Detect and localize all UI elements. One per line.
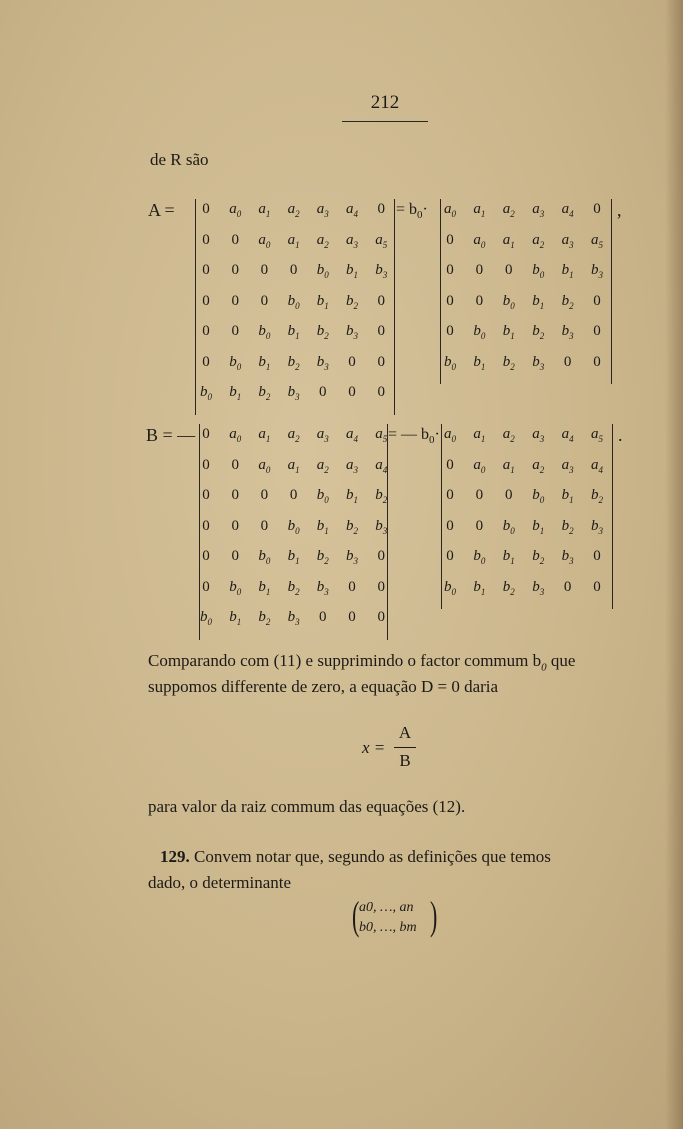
eqA-trailing: , xyxy=(617,200,622,220)
eqA-left-cell: $b_1$ xyxy=(346,262,358,280)
eqB-left-cell: $a_0$ xyxy=(258,456,271,475)
eqB-left-cell: $b_2$ xyxy=(346,517,358,536)
eqB-right-cell: $a_4$ xyxy=(591,456,603,475)
eqB-left-cell: 0 xyxy=(231,548,239,564)
eqA-left-cell: $b_2$ xyxy=(316,323,329,341)
eqA-left-cell: 0 xyxy=(202,323,210,339)
eqB-right-cell: $a_2$ xyxy=(532,456,545,475)
eqA-right-cell: $b_2$ xyxy=(532,323,545,341)
eqA-left-cell: $b_0$ xyxy=(287,292,300,311)
eqA-factor-text: = b xyxy=(396,201,418,218)
eqB-right-right-bar xyxy=(612,424,613,609)
eqA-right-cell: $b_2$ xyxy=(502,353,515,372)
left-paren-icon: ( xyxy=(351,893,360,938)
eqB-left-cell: $b_3$ xyxy=(316,578,329,597)
eqB-right-left-bar xyxy=(441,424,442,609)
eqB-left-cell: 0 xyxy=(377,609,385,625)
eqA-left-right-bar xyxy=(394,199,395,415)
eqA-right-cell: $a_3$ xyxy=(532,201,545,219)
eqA-right-cell: 0 xyxy=(475,292,484,309)
eqA-right-cell: $b_3$ xyxy=(532,353,545,372)
eqB-left-cell: $b_3$ xyxy=(287,609,300,627)
eqB-left-cell: $b_0$ xyxy=(229,578,242,597)
eqA-left-cell: $b_1$ xyxy=(287,323,300,341)
eqA-left-cell: $a_3$ xyxy=(316,201,329,219)
eqA-left-cell: $b_0$ xyxy=(200,384,212,402)
eqA-left-cell: $a_2$ xyxy=(316,231,329,250)
p1-end: que xyxy=(546,651,576,670)
eqA-left-cell: $b_2$ xyxy=(287,353,300,372)
eqB-left-cell: 0 xyxy=(231,456,239,473)
eqA-left-cell: 0 xyxy=(202,262,210,278)
eqB-left-cell: $b_0$ xyxy=(287,517,300,536)
eqB-right-cell: 0 xyxy=(446,517,454,534)
eqA-right-cell: $b_1$ xyxy=(473,353,486,372)
eqB-left-cell: 0 xyxy=(202,456,210,473)
p1-text: Comparando com (11) e supprimindo o factor commum b xyxy=(148,651,542,670)
eqA-factor-dot: · xyxy=(422,201,428,218)
eqB-right-cell: 0 xyxy=(446,487,454,503)
eqB-left-cell: $b_2$ xyxy=(375,487,388,505)
eqB-left-right-bar xyxy=(387,424,388,640)
eqB-left-cell: $a_2$ xyxy=(316,456,329,475)
eqA-left-cell: $a_5$ xyxy=(375,231,388,250)
eqA-right-cell: 0 xyxy=(593,292,601,309)
intro-text: de R são xyxy=(150,150,209,169)
eqB-left-cell: 0 xyxy=(289,487,298,503)
eqB-right-cell: 0 xyxy=(446,456,454,473)
eqB-left-cell: $b_0$ xyxy=(258,548,271,566)
eqA-left-cell: 0 xyxy=(289,262,298,278)
eqA-left-cell: 0 xyxy=(348,353,356,370)
eqA-left-cell: 0 xyxy=(231,262,239,278)
eqB-right-cell: $b_0$ xyxy=(532,487,545,505)
eqB-right-cell: 0 xyxy=(593,548,601,564)
eqB-left-cell: $a_3$ xyxy=(316,426,329,444)
eqA-left-cell: $a_4$ xyxy=(346,201,358,219)
eqA-right-cell: 0 xyxy=(593,201,601,217)
eqB-right-cell: $b_3$ xyxy=(532,578,545,597)
eqA-right-cell: 0 xyxy=(475,262,484,278)
eqA-right-right-bar xyxy=(611,199,612,384)
eqB-left-cell: $b_3$ xyxy=(375,517,388,536)
eqA-left-cell: $a_1$ xyxy=(258,201,271,219)
paragraph-3-line-1 xyxy=(160,844,551,870)
eqB-right-cell: $b_1$ xyxy=(473,578,486,597)
eqB-left-cell: $b_1$ xyxy=(287,548,300,566)
eqB-label: B = — xyxy=(146,425,196,445)
eqB-left-cell: $b_0$ xyxy=(316,487,329,505)
eqA-right-cell: $b_3$ xyxy=(591,262,603,280)
eqB-left-cell: 0 xyxy=(377,548,385,564)
eqB-left-cell: $a_0$ xyxy=(229,426,242,444)
eqB-right-cell: $a_4$ xyxy=(561,426,574,444)
eqA-right-cell: $b_0$ xyxy=(532,262,545,280)
paragraph-1-line-2: suppomos differente de zero, a equação D = 0 daria xyxy=(148,677,499,696)
eqA-left-cell: $b_2$ xyxy=(346,292,358,311)
eqA-left-cell: 0 xyxy=(260,262,269,278)
eqB-left-cell: $a_4$ xyxy=(375,456,388,475)
eqB-right-cell: $b_1$ xyxy=(561,487,574,505)
eqA-right-cell: $a_2$ xyxy=(532,231,545,250)
eqA-left-cell: 0 xyxy=(202,353,210,370)
eqA-left-cell: 0 xyxy=(202,201,210,217)
eqB-left-left-bar xyxy=(199,424,200,640)
eqB-left-cell: $a_1$ xyxy=(287,456,300,475)
eqA-right-cell: $b_1$ xyxy=(532,292,545,311)
eqB-left-cell: 0 xyxy=(260,517,269,534)
eqB-left-cell: 0 xyxy=(202,487,210,503)
eqA-right-cell: $a_1$ xyxy=(473,201,486,219)
eqB-right-cell: 0 xyxy=(593,578,601,595)
det-bottom-row: b0, …, bm xyxy=(359,920,417,935)
eqA-right-cell: $a_0$ xyxy=(473,231,486,250)
eqA-left-cell: 0 xyxy=(377,323,385,339)
eqB-right-cell: $b_3$ xyxy=(561,548,574,566)
eqA-right-cell: $a_4$ xyxy=(561,201,574,219)
eqB-left-cell: 0 xyxy=(202,548,210,564)
eqA-left-left-bar xyxy=(195,199,196,415)
eqB-left-cell: $b_2$ xyxy=(316,548,329,566)
eqA-right-cell: $b_0$ xyxy=(444,353,456,372)
eqB-right-cell: $b_0$ xyxy=(444,578,456,597)
eqA-right-cell: $a_0$ xyxy=(444,201,456,219)
eqA-right-cell: $b_3$ xyxy=(561,323,574,341)
paragraph-2: para valor da raiz commum das equações (12). xyxy=(148,797,466,816)
eqB-factor xyxy=(388,426,440,446)
eqA-label: A = xyxy=(148,200,175,220)
eqA-factor xyxy=(396,201,428,221)
eqA-left-cell: 0 xyxy=(202,292,210,309)
eqA-right-cell: $a_2$ xyxy=(502,201,515,219)
eqB-right-cell: 0 xyxy=(563,578,572,595)
eqB-left-cell: $a_4$ xyxy=(346,426,358,444)
eqA-left-cell: 0 xyxy=(231,292,239,309)
eqA-right-cell: $b_1$ xyxy=(561,262,574,280)
eqB-left-cell: 0 xyxy=(231,487,239,503)
eqA-left-cell: $a_0$ xyxy=(229,201,242,219)
eqA-right-cell: $a_3$ xyxy=(561,231,574,250)
eqB-right-cell: $b_0$ xyxy=(502,517,515,536)
eqA-left-cell: $b_0$ xyxy=(229,353,242,372)
eqB-factor-sub: 0 xyxy=(429,434,435,447)
eqB-right-cell: 0 xyxy=(475,487,484,503)
page-number: 212 xyxy=(370,92,400,113)
eqA-right-cell: 0 xyxy=(446,231,454,248)
eqA-right-cell: 0 xyxy=(593,323,601,339)
eqA-left-cell: $b_3$ xyxy=(375,262,388,280)
eqA-right-cell: $a_5$ xyxy=(591,231,603,250)
paragraph-3-line-2: dado, o determinante xyxy=(148,873,292,892)
p1-sub: 0 xyxy=(541,661,547,674)
eqB-left-cell: 0 xyxy=(319,609,327,625)
eqB-left-cell: 0 xyxy=(348,578,356,595)
section-number: 129. xyxy=(160,847,190,866)
eqA-right-cell: 0 xyxy=(593,353,601,370)
eqB-left-cell: $b_1$ xyxy=(258,578,271,597)
eqA-right-cell: 0 xyxy=(446,292,454,309)
eqA-right-cell: $b_2$ xyxy=(561,292,574,311)
eqB-left-cell: $a_3$ xyxy=(346,456,358,475)
eqA-right-cell: $b_1$ xyxy=(502,323,515,341)
eqB-left-cell: $b_1$ xyxy=(316,517,329,536)
eqA-left-cell: $a_2$ xyxy=(287,201,300,219)
eqB-factor-dot: · xyxy=(434,426,440,443)
eqA-right-cell: 0 xyxy=(505,262,513,278)
eqA-left-cell: 0 xyxy=(231,231,239,248)
eqB-right-cell: 0 xyxy=(446,548,454,564)
eqA-left-cell: $b_2$ xyxy=(258,384,271,402)
eqA-left-cell: 0 xyxy=(260,292,269,309)
page-edge-shadow xyxy=(665,0,683,1129)
eqB-left-cell: 0 xyxy=(377,578,385,595)
eqA-left-cell: $b_1$ xyxy=(258,353,271,372)
eqB-right-cell: $b_1$ xyxy=(532,517,545,536)
eqB-right-cell: $b_2$ xyxy=(591,487,603,505)
eqA-left-cell: $b_0$ xyxy=(258,323,271,341)
eqB-right-cell: $b_1$ xyxy=(502,548,515,566)
eqB-left-cell: $b_1$ xyxy=(229,609,242,627)
eqA-right-cell: 0 xyxy=(563,353,572,370)
eqB-left-cell: $a_5$ xyxy=(375,426,388,444)
eqA-left-cell: 0 xyxy=(202,231,210,248)
eqA-right-cell: $a_1$ xyxy=(502,231,515,250)
eqB-right-cell: $b_0$ xyxy=(473,548,486,566)
eqB-right-cell: $a_0$ xyxy=(444,426,456,444)
eqB-left-cell: $b_3$ xyxy=(346,548,358,566)
eqA-left-cell: $b_1$ xyxy=(316,292,329,311)
eqB-left-cell: $b_1$ xyxy=(346,487,358,505)
eqA-left-cell: 0 xyxy=(377,384,385,400)
header-rule xyxy=(342,121,428,122)
eqA-left-cell: 0 xyxy=(377,201,385,217)
eqA-factor-sub: 0 xyxy=(417,209,423,222)
eqA-right-left-bar xyxy=(440,199,441,384)
determinant-notation xyxy=(349,893,445,942)
eqB-right-cell: $a_5$ xyxy=(591,426,603,444)
eqA-left-cell: $b_1$ xyxy=(229,384,242,402)
eqB-left-cell: $a_2$ xyxy=(287,426,300,444)
formula-denominator: B xyxy=(399,751,411,770)
eqB-trailing: . xyxy=(618,425,623,445)
eqB-right-cell: $b_2$ xyxy=(532,548,545,566)
eqB-left-cell: 0 xyxy=(202,426,210,442)
eqB-left-cell: $b_2$ xyxy=(287,578,300,597)
eqA-left-cell: 0 xyxy=(348,384,356,400)
eqB-left-cell: 0 xyxy=(231,517,239,534)
eqB-right-cell: $a_1$ xyxy=(473,426,486,444)
p3-text: Convem notar que, segundo as definições que temos xyxy=(194,847,551,866)
eqB-right-cell: 0 xyxy=(475,517,484,534)
formula-x: x = xyxy=(362,738,386,757)
eqB-right-cell: $b_3$ xyxy=(591,517,603,536)
eqA-right-cell: 0 xyxy=(446,323,454,339)
eqA-left-cell: 0 xyxy=(377,292,385,309)
eqA-left-cell: 0 xyxy=(377,353,385,370)
eqB-left-cell: 0 xyxy=(202,578,210,595)
eqA-left-cell: 0 xyxy=(231,323,239,339)
eqB-left-cell: $a_1$ xyxy=(258,426,271,444)
eqB-right-cell: $b_2$ xyxy=(502,578,515,597)
eqA-left-cell: $b_3$ xyxy=(346,323,358,341)
eqB-left-cell: 0 xyxy=(202,517,210,534)
eqB-right-cell: $a_3$ xyxy=(532,426,545,444)
eqA-left-cell: $a_0$ xyxy=(258,231,271,250)
eqB-factor-text: = — b xyxy=(388,426,430,443)
eqB-right-cell: $a_3$ xyxy=(561,456,574,475)
eqB-left-cell: 0 xyxy=(260,487,269,503)
eqA-left-cell: $b_3$ xyxy=(316,353,329,372)
eqA-left-cell: 0 xyxy=(319,384,327,400)
formula-numerator: A xyxy=(398,723,412,742)
eqB-left-cell: $b_2$ xyxy=(258,609,271,627)
eqB-left-cell: $b_0$ xyxy=(200,609,212,627)
eqB-right-cell: $a_1$ xyxy=(502,456,515,475)
eqB-right-cell: $b_2$ xyxy=(561,517,574,536)
right-paren-icon: ) xyxy=(429,893,438,938)
eqB-right-cell: $a_2$ xyxy=(502,426,515,444)
eqB-left-cell: 0 xyxy=(348,609,356,625)
det-top-row: a0, …, an xyxy=(359,900,414,915)
eqA-right-cell: $b_0$ xyxy=(473,323,486,341)
eqA-left-cell: $a_3$ xyxy=(346,231,358,250)
eqA-left-cell: $a_1$ xyxy=(287,231,300,250)
eqA-left-cell: $b_0$ xyxy=(316,262,329,280)
eqA-right-cell: $b_0$ xyxy=(502,292,515,311)
eqA-right-cell: 0 xyxy=(446,262,454,278)
eqB-right-cell: $a_0$ xyxy=(473,456,486,475)
eqB-right-cell: 0 xyxy=(505,487,513,503)
eqA-left-cell: $b_3$ xyxy=(287,384,300,402)
